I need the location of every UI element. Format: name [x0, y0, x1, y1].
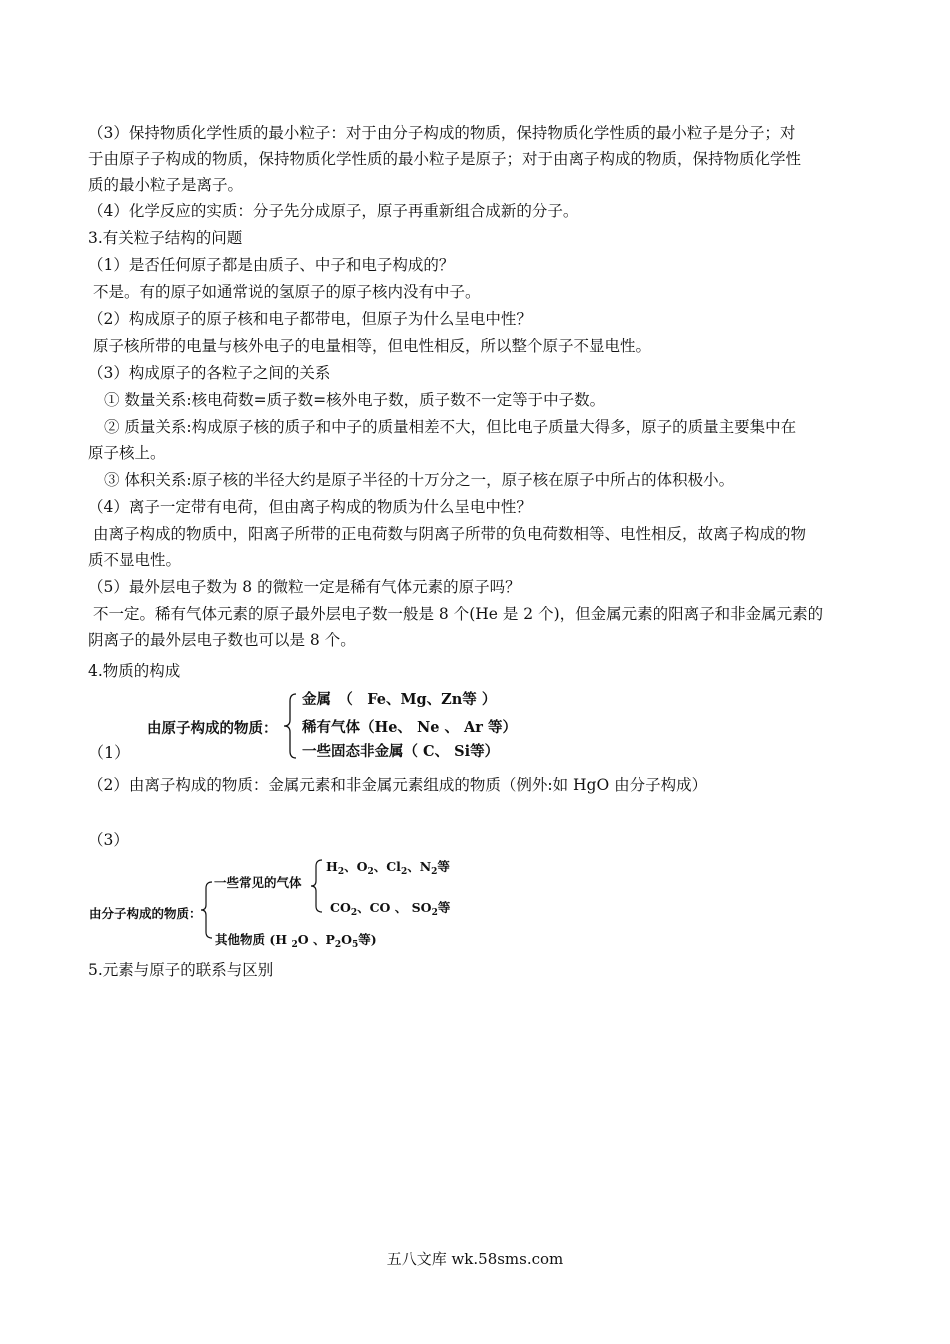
brace-icon	[200, 880, 214, 940]
section-heading: 3.有关粒子结构的问题	[88, 229, 243, 247]
brace-icon	[283, 692, 299, 760]
question-line: （3）构成原子的各粒子之间的关系	[88, 364, 331, 382]
diagram-branch: 金属 （ Fe、Mg、Zn等 ）	[302, 691, 497, 708]
page-footer: 五八文库 wk.58sms.com	[386, 1250, 564, 1268]
relation-item: ③ 体积关系:原子核的半径大约是原子半径的十万分之一，原子核在原子中所占的体积极小。	[104, 471, 735, 489]
formula-text: 、Cl	[373, 859, 401, 874]
answer-line: 由离子构成的物质中，阳离子所带的正电荷数与阴离子所带的负电荷数相等、电性相反，故离子构成的物	[93, 525, 807, 543]
paragraph-line: （2）由离子构成的物质：金属元素和非金属元素组成的物质（例外:如 HgO 由分子构成）	[88, 776, 708, 794]
question-line: （5）最外层电子数为 8 的微粒一定是稀有气体元素的原子吗？	[88, 578, 521, 596]
formula-text: CO	[330, 900, 351, 915]
paragraph-line: （3）保持物质化学性质的最小粒子：对于由分子构成的物质，保持物质化学性质的最小粒子是分子；对	[88, 124, 796, 142]
section-heading: 5.元素与原子的联系与区别	[88, 961, 274, 979]
formula-text: 其他物质 (H	[215, 932, 292, 947]
diagram-branch: 稀有气体（He、 Ne 、 Ar 等）	[302, 719, 517, 736]
subscript: 2	[350, 908, 358, 918]
gas-examples-a	[326, 855, 486, 884]
paragraph-line: 于由原子子构成的物质，保持物质化学性质的最小粒子是原子；对于由离子构成的物质，保持物质化学性	[88, 150, 802, 168]
formula-text: 等	[437, 900, 451, 915]
question-line: （4）离子一定带有电荷，但由离子构成的物质为什么呈电中性？	[88, 498, 532, 516]
paragraph-line: 质的最小粒子是离子。	[88, 176, 244, 194]
paragraph-line: 质不显电性。	[88, 551, 182, 569]
question-line: （2）构成原子的原子核和电子都带电，但原子为什么呈电中性？	[88, 310, 532, 328]
formula-text: O 、P	[297, 932, 335, 947]
subscript: 5	[352, 940, 359, 950]
diagram-branch: 一些固态非金属（ C、 Si等）	[302, 743, 500, 760]
subscript: 2	[334, 940, 342, 950]
answer-line: 原子核所带的电量与核外电子的电量相等，但电性相反，所以整个原子不显电性。	[93, 337, 652, 355]
section-heading: 4.物质的构成	[88, 662, 181, 680]
diagram-branch: 一些常见的气体	[214, 875, 302, 890]
diagram-root-label: 由分子构成的物质：	[89, 906, 202, 921]
subscript: 2	[337, 867, 345, 877]
answer-line: 不是。有的原子如通常说的氢原子的原子核内没有中子。	[93, 283, 481, 301]
formula-text: 等)	[358, 932, 377, 947]
diagram-root-label: 由原子构成的物质：	[147, 720, 278, 737]
gas-examples-b	[330, 896, 490, 925]
answer-line: 不一定。稀有气体元素的原子最外层电子数一般是 8 个(He 是 2 个)，但金属元素的阳离子和非金属元素的	[93, 605, 824, 623]
formula-text: 、N	[407, 859, 432, 874]
paragraph-line: 原子核上。	[88, 444, 166, 462]
paragraph-line: 阴离子的最外层电子数也可以是 8 个。	[88, 631, 356, 649]
subscript: 2	[400, 867, 408, 877]
formula-text: O	[341, 932, 352, 947]
item-number: （1）	[88, 743, 131, 762]
relation-item: ① 数量关系:核电荷数=质子数=核外电子数，质子数不一定等于中子数。	[104, 391, 606, 409]
formula-text: 、O	[344, 859, 368, 874]
formula-text: 、CO 、 SO	[357, 900, 432, 915]
subscript: 2	[291, 940, 298, 950]
question-line: （1）是否任何原子都是由质子、中子和电子构成的？	[88, 256, 455, 274]
formula-text: 等	[437, 859, 450, 874]
subscript: 2	[431, 867, 438, 877]
formula-text: H	[326, 859, 338, 874]
subscript: 2	[431, 908, 438, 918]
subscript: 2	[367, 867, 374, 877]
brace-icon	[310, 858, 324, 914]
paragraph-line: （4）化学反应的实质：分子先分成原子，原子再重新组合成新的分子。	[88, 202, 579, 220]
item-number: （3）	[88, 831, 129, 849]
relation-item: ② 质量关系:构成原子核的质子和中子的质量相差不大，但比电子质量大得多，原子的质量主要集中在	[104, 418, 797, 436]
diagram-branch	[215, 928, 415, 957]
